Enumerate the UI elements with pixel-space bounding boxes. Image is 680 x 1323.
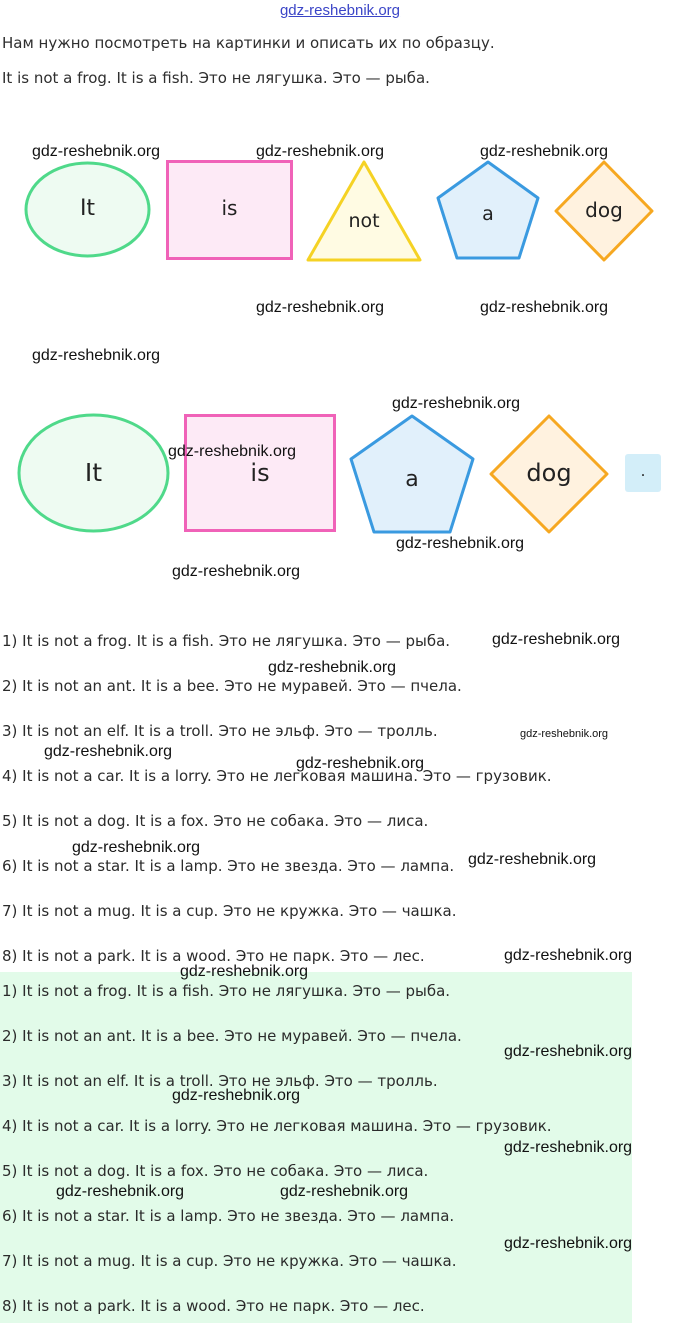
rectangle-word-is: [184, 414, 336, 532]
word-label: a: [405, 467, 419, 492]
word-label: It: [79, 196, 96, 221]
watermark: gdz-reshebnik.org: [56, 1183, 185, 1200]
watermark: gdz-reshebnik.org: [492, 631, 621, 648]
word-label: dog: [526, 459, 572, 487]
rectangle-word-is: [166, 160, 293, 260]
panel-answer-line-8: 8) It is not a park. It is a wood. Это не парк. Это — лес.: [2, 1297, 425, 1315]
watermark: gdz-reshebnik.org: [504, 1139, 633, 1156]
panel-answer-line-1: 1) It is not a frog. It is a fish. Это не лягушка. Это — рыба.: [2, 982, 451, 1000]
answer-line-2: 2) It is not an ant. It is a bee. Это не муравей. Это — пчела.: [2, 677, 462, 695]
watermark: gdz-reshebnik.org: [504, 1235, 633, 1252]
word-label: It: [84, 458, 103, 487]
word-label: is: [221, 196, 238, 220]
watermark: gdz-reshebnik.org: [168, 443, 297, 460]
watermark: gdz-reshebnik.org: [256, 143, 385, 160]
watermark: gdz-reshebnik.org: [396, 535, 525, 552]
pentagon-word-a: [349, 414, 475, 534]
word-label: dog: [585, 198, 623, 222]
panel-answer-line-7: 7) It is not a mug. It is a cup. Это не кружка. Это — чашка.: [2, 1252, 457, 1270]
answer-line-4: 4) It is not a car. It is a lorry. Это не легковая машина. Это — грузовик.: [2, 767, 552, 785]
word-label: is: [250, 459, 270, 487]
ellipse-word-it: [24, 161, 151, 258]
watermark: gdz-reshebnik.org: [296, 755, 425, 772]
watermark: gdz-reshebnik.org: [172, 1087, 301, 1104]
watermark: gdz-reshebnik.org: [504, 947, 633, 964]
watermark: gdz-reshebnik.org: [44, 743, 173, 760]
watermark: gdz-reshebnik.org: [480, 143, 609, 160]
answer-line-3: 3) It is not an elf. It is a troll. Это не эльф. Это — тролль.: [2, 722, 438, 740]
panel-answer-line-2: 2) It is not an ant. It is a bee. Это не муравей. Это — пчела.: [2, 1027, 462, 1045]
word-label: .: [640, 462, 646, 480]
answer-line-6: 6) It is not a star. It is a lamp. Это не звезда. Это — лампа.: [2, 857, 455, 875]
triangle-word-not: [306, 160, 422, 262]
instruction-text: Нам нужно посмотреть на картинки и описать их по образцу.: [2, 34, 495, 52]
pentagon-word-a: [436, 160, 540, 260]
site-link[interactable]: gdz-reshebnik.org: [279, 2, 401, 19]
watermark: gdz-reshebnik.org: [280, 1183, 409, 1200]
panel-answer-line-4: 4) It is not a car. It is a lorry. Это не легковая машина. Это — грузовик.: [2, 1117, 552, 1135]
word-shape-row-2: [0, 410, 680, 540]
ellipse-word-it: [17, 413, 170, 533]
answer-line-5: 5) It is not a dog. It is a fox. Это не собака. Это — лиса.: [2, 812, 429, 830]
watermark: gdz-reshebnik.org: [72, 839, 201, 856]
word-label: not: [348, 210, 380, 232]
watermark: gdz-reshebnik.org: [180, 963, 309, 980]
watermark: gdz-reshebnik.org: [504, 1043, 633, 1060]
diamond-word-dog: [554, 160, 654, 262]
diamond-word-dog: [489, 414, 609, 534]
watermark: gdz-reshebnik.org: [392, 395, 521, 412]
panel-answer-line-3: 3) It is not an elf. It is a troll. Это не эльф. Это — тролль.: [2, 1072, 438, 1090]
answer-line-1: 1) It is not a frog. It is a fish. Это не лягушка. Это — рыба.: [2, 632, 451, 650]
watermark: gdz-reshebnik.org: [268, 659, 397, 676]
watermark: gdz-reshebnik.org: [468, 851, 597, 868]
watermark: gdz-reshebnik.org: [520, 728, 609, 740]
word-label: a: [482, 203, 494, 225]
example-sentence: It is not a frog. It is a fish. Это не лягушка. Это — рыба.: [2, 69, 430, 87]
answer-line-7: 7) It is not a mug. It is a cup. Это не кружка. Это — чашка.: [2, 902, 457, 920]
watermark: gdz-reshebnik.org: [480, 299, 609, 316]
panel-answer-line-5: 5) It is not a dog. It is a fox. Это не собака. Это — лиса.: [2, 1162, 429, 1180]
answer-line-8: 8) It is not a park. It is a wood. Это не парк. Это — лес.: [2, 947, 425, 965]
period-box: [625, 454, 661, 492]
watermark: gdz-reshebnik.org: [32, 143, 161, 160]
watermark: gdz-reshebnik.org: [256, 299, 385, 316]
word-shape-row-1: [0, 150, 680, 275]
panel-answer-line-6: 6) It is not a star. It is a lamp. Это не звезда. Это — лампа.: [2, 1207, 455, 1225]
watermark: gdz-reshebnik.org: [32, 347, 161, 364]
watermark: gdz-reshebnik.org: [172, 563, 301, 580]
